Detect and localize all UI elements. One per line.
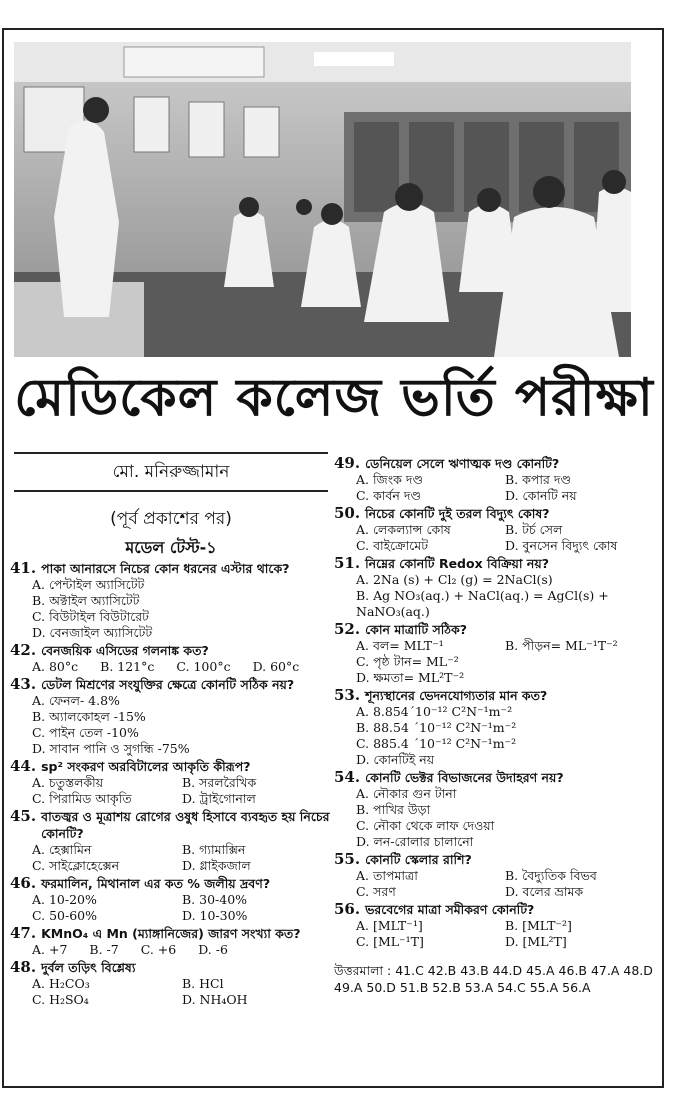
question-number: 47. [10,924,37,942]
question-48 [10,959,332,1008]
option: D. লন-রোলার চালানো [356,834,474,849]
question-text: দুর্বল তড়িৎ বিশ্লেষ্য [41,960,136,975]
option: A. ফেনল- 4.8% [32,693,120,708]
option: B. সরলরৈখিক [182,775,257,790]
option: C. বাইক্রোমেট [356,538,429,553]
classroom-photo [14,42,631,357]
option: D. 10-30% [182,908,248,923]
option: A. H₂CO₃ [32,976,90,991]
option: A. বল= MLT⁻¹ [356,638,444,653]
question-text: বাতজ্বর ও মূত্রাশয় রোগের ওষুধ হিসাবে ব্যবহৃত হয় নিচের কোনটি? [41,809,330,841]
question-text: sp² সংকরণ অরবিটালের আকৃতি কীরূপ? [41,759,251,774]
question-text: কোনটি স্কেলার রাশি? [365,852,472,867]
author-name: মো. মনিরুজ্জামান [112,462,230,482]
question-text: ভরবেগের মাত্রা সমীকরণ কোনটি? [365,902,535,917]
option: B. অক্টাইল অ্যাসিটেট [32,593,140,608]
option: B. গ্যামাক্সিন [182,842,246,857]
option: D. -6 [198,942,228,957]
question-50 [334,505,654,554]
question-51 [334,555,654,620]
option: A. হেক্সামিন [32,842,92,857]
question-45 [10,808,332,874]
question-text: বেনজয়িক এসিডের গলনাঙ্ক কত? [41,643,209,658]
question-number: 50. [334,504,361,522]
option: D. বুনসেন বিদ্যুৎ কোষ [505,538,618,553]
question-55 [334,851,654,900]
question-43 [10,676,332,757]
question-number: 49. [334,454,361,472]
question-number: 46. [10,874,37,892]
option: B. Ag NO₃(aq.) + NaCl(aq.) = AgCl(s) + NaNO₃(aq.) [356,588,609,619]
option: B. HCl [182,976,224,991]
question-41 [10,560,332,641]
option: C. H₂SO₄ [32,992,89,1007]
option: B. 30-40% [182,892,248,907]
question-text: ডেনিয়েল সেলে ঋণাত্মক দণ্ড কোনটি? [365,456,560,471]
question-number: 52. [334,620,361,638]
option: C. সাইক্লোহেক্সেন [32,858,120,873]
option: B. পীড়ন= ML⁻¹T⁻² [505,638,618,653]
option: C. কার্বন দণ্ড [356,488,421,503]
question-number: 44. [10,757,37,775]
option: A. 8.854´10⁻¹² C²N⁻¹m⁻² [356,704,513,719]
question-number: 56. [334,900,361,918]
question-number: 54. [334,768,361,786]
divider [14,490,328,492]
question-56 [334,901,654,950]
option: B. 88.54 ´10⁻¹² C²N⁻¹m⁻² [356,720,517,735]
option: C. পাইন তেল -10% [32,725,139,740]
option: A. লেকল্যান্স কোষ [356,522,451,537]
option: A. +7 [32,942,68,957]
question-number: 45. [10,807,37,825]
option: D. সাবান পানি ও সুগন্ধি -75% [32,741,190,756]
option: D. গ্লাইকজাল [182,858,251,873]
option: A. 2Na (s) + Cl₂ (g) = 2NaCl(s) [356,572,553,587]
option: A. তাপমাত্রা [356,868,418,883]
option: D. [ML²T] [505,934,567,949]
option: D. ট্রাইগোনাল [182,791,256,806]
question-52 [334,621,654,686]
option: C. পৃষ্ঠ টান= ML⁻² [356,654,459,669]
question-text: নিচের কোনটি দুই তরল বিদ্যুৎ কোষ? [365,506,550,521]
option: A. 80°c [32,659,79,674]
question-text: ফরমালিন, মিথানাল এর কত % জলীয় দ্রবণ? [41,876,271,891]
subtitle: (পূর্ব প্রকাশের পর) [110,509,232,529]
question-49 [334,455,654,504]
option: B. টর্চ সেল [505,522,563,537]
question-46 [10,875,332,924]
divider [14,452,328,454]
option: B. অ্যালকোহল -15% [32,709,146,724]
question-42 [10,642,332,675]
option: B. কপার দণ্ড [505,472,572,487]
question-number: 53. [334,686,361,704]
option: A. চতুস্তলকীয় [32,775,104,790]
option: B. [MLT⁻²] [505,918,572,933]
right-column [334,455,654,996]
option: B. 121°c [100,659,155,674]
option: C. বিউটাইল বিউটারেট [32,609,149,624]
option: A. পেন্টাইল অ্যাসিটেট [32,577,145,592]
option: D. বেনজাইল অ্যাসিটেট [32,625,153,640]
answer-key: উত্তরমালা : 41.C 42.B 43.B 44.D 45.A 46.B 47.A 48.D 49.A 50.D 51.B 52.B 53.A 54.C 55.A 56.A [334,963,653,995]
question-number: 43. [10,675,37,693]
option: D. ক্ষমতা= ML²T⁻² [356,670,465,685]
option: B. পাখির উড়া [356,802,431,817]
option: D. 60°c [252,659,300,674]
question-text: KMnO₄ এ Mn (ম্যাঙ্গানিজের) জারণ সংখ্যা কত? [41,926,301,941]
question-text: শূন্যস্থানের ভেদনযোগ্যতার মান কত? [365,688,548,703]
question-text: ডেটল মিশ্রণের সংযুক্তির ক্ষেত্রে কোনটি সঠিক নয়? [41,677,295,692]
option: A. 10-20% [32,892,97,907]
question-text: কোনটি ভেক্টর বিভাজনের উদাহরণ নয়? [365,770,564,785]
option: A. [MLT⁻¹] [356,918,423,933]
option: C. 50-60% [32,908,97,923]
question-number: 42. [10,641,37,659]
option: C. নৌকা থেকে লাফ দেওয়া [356,818,495,833]
option: B. -7 [89,942,119,957]
question-text: কোন মাত্রাটি সঠিক? [365,622,467,637]
option: C. পিরামিড আকৃতি [32,791,132,806]
question-number: 48. [10,958,37,976]
option: B. বৈদ্যুতিক বিভব [505,868,597,883]
question-53 [334,687,654,768]
option: C. +6 [140,942,177,957]
question-47 [10,925,332,958]
option: C. 885.4 ´10⁻¹² C²N⁻¹m⁻² [356,736,517,751]
option: A. জিংক দণ্ড [356,472,423,487]
question-number: 41. [10,559,37,577]
question-number: 55. [334,850,361,868]
question-number: 51. [334,554,361,572]
option: D. কোনটিই নয় [356,752,435,767]
option: D. NH₄OH [182,992,248,1007]
option: D. বলের ভ্রামক [505,884,584,899]
headline: মেডিকেল কলেজ ভর্তি পরীক্ষা [14,368,654,428]
left-column [10,447,332,1009]
question-54 [334,769,654,850]
option: C. সরণ [356,884,396,899]
option: D. কোনটি নয় [505,488,577,503]
option: C. [ML⁻¹T] [356,934,424,949]
test-title: মডেল টেস্ট-১ [125,538,217,557]
question-text: নিম্নের কোনটি Redox বিক্রিয়া নয়? [365,556,549,571]
option: A. নৌকার গুন টানা [356,786,457,801]
question-44 [10,758,332,807]
question-text: পাকা আনারসে নিচের কোন ধরনের এস্টার থাকে? [41,561,290,576]
option: C. 100°c [176,659,231,674]
